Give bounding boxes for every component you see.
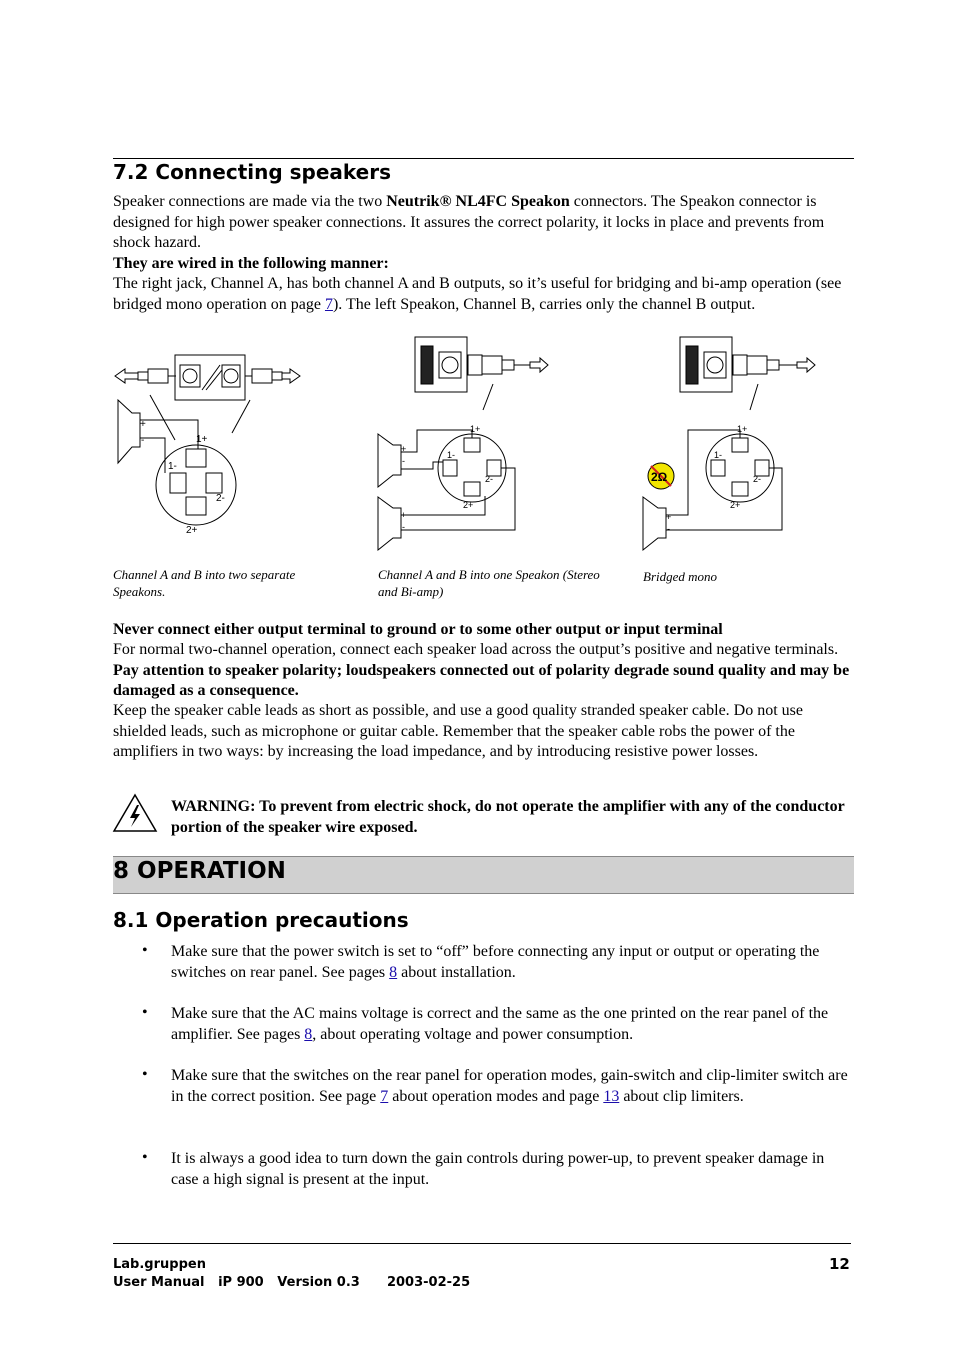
- wiring-text-a: The right jack, Channel A, has both channel A and B outputs, so it’s useful for bridging and bi-amp operation (see bridged mono operation on page: [113, 275, 842, 313]
- bullet-text: Make sure that the AC mains voltage is correct and the same as the one printed on the rear panel of the amplifier. See pages: [171, 1005, 829, 1043]
- polarity-bold: Pay attention to speaker polarity; loudspeakers connected out of polarity degrade sound quality and may be damaged as a consequence.: [113, 661, 850, 699]
- page-link-8[interactable]: 8: [389, 963, 398, 981]
- figure-bridged-mono: [640, 332, 840, 552]
- ohm-badge-text: 2Ω: [651, 470, 668, 484]
- pin-1-minus: 1-: [447, 450, 456, 460]
- wired-heading: They are wired in the following manner:: [113, 255, 389, 272]
- bullet-text: Make sure that the power switch is set to “off” before connecting any input or output or operating the switches on rear panel. See pages: [171, 943, 820, 981]
- figure-two-speakons: [110, 345, 310, 540]
- pin-2-minus: 2-: [485, 474, 494, 484]
- speaker-cone: [643, 497, 666, 550]
- caption-two-speakons: Channel A and B into two separate Speakons.: [113, 567, 296, 599]
- footer-manual-info: User Manual iP 900 Version 0.3 2003-02-25: [113, 1275, 471, 1290]
- intro-text-bold: Neutrik® NL4FC Speakon: [386, 193, 570, 210]
- footer-page-number: 12: [829, 1255, 850, 1273]
- wiring-paragraph: [113, 274, 853, 315]
- lightning-warning-icon: [112, 793, 158, 833]
- bullet-glyph: •: [142, 1066, 148, 1083]
- pin-1-plus: 1+: [196, 434, 208, 445]
- bullet-glyph: •: [142, 1149, 148, 1166]
- speaker-cone: [118, 400, 140, 463]
- footer-rule: [113, 1243, 851, 1244]
- speakon-face: [438, 434, 506, 502]
- spk1-plus: +: [401, 444, 407, 454]
- spk-minus: -: [141, 435, 145, 446]
- caption-bridged-mono: Bridged mono: [643, 569, 718, 584]
- speakon-face: [706, 434, 774, 502]
- spk-minus: -: [667, 524, 670, 534]
- polarity-paragraph: [113, 640, 853, 702]
- bullet-glyph: •: [142, 1004, 148, 1021]
- section-8-title: 8 OPERATION: [113, 858, 286, 884]
- top-rule: [113, 158, 854, 159]
- pin-1-plus: 1+: [737, 424, 748, 434]
- caption-one-speakon: Channel A and B into one Speakon (Stereo and Bi-amp): [378, 567, 600, 599]
- spk-plus: +: [666, 512, 672, 522]
- footer-company: Lab.gruppen: [113, 1257, 206, 1272]
- bullet-rear-switches: [171, 1066, 851, 1107]
- pin-1-minus: 1-: [168, 461, 177, 472]
- pin-2-minus: 2-: [753, 474, 762, 484]
- spk2-minus: -: [402, 522, 405, 532]
- bullet-power-switch: [171, 942, 851, 983]
- page-link-7[interactable]: 7: [380, 1087, 389, 1105]
- bullet-text: about installation.: [397, 963, 516, 981]
- intro-text-a: Speaker connections are made via the two: [113, 193, 387, 210]
- pin-2-minus: 2-: [216, 493, 225, 504]
- pin-1-plus: 1+: [470, 424, 481, 434]
- bullet-ac-mains: [171, 1004, 851, 1045]
- bullet-text: about operation modes and page: [388, 1087, 604, 1105]
- intro-paragraph: [113, 192, 853, 254]
- spk1-minus: -: [402, 456, 405, 466]
- no-2-ohm-icon: [648, 463, 674, 489]
- speaker-cone-1: [378, 434, 401, 487]
- pin-2-plus: 2+: [730, 500, 741, 510]
- pin-2-plus: 2+: [186, 525, 198, 536]
- page-link-13[interactable]: 13: [603, 1087, 620, 1105]
- never-connect-heading: Never connect either output terminal to ground or to some other output or input terminal: [113, 621, 723, 638]
- pin-2-plus: 2+: [463, 500, 474, 510]
- figure-one-speakon-stereo: [375, 332, 575, 552]
- section-7-2-title: 7.2 Connecting speakers: [113, 160, 392, 184]
- bullet-text: , about operating voltage and power consumption.: [312, 1025, 634, 1043]
- spk-plus: +: [140, 419, 146, 430]
- spk2-plus: +: [401, 510, 407, 520]
- bullet-glyph: •: [142, 942, 148, 959]
- cable-paragraph: Keep the speaker cable leads as short as possible, and use a good quality stranded speaker cable. Do not use shielded leads, such as microphone or guitar cable. Remember that the speaker cable robs the power of the amplifiers in two ways: by increasing the load impedance, and by introducing resistive power losses.: [113, 702, 803, 760]
- page-link-8[interactable]: 8: [304, 1025, 313, 1043]
- bullet-text: It is always a good idea to turn down the gain controls during power-up, to prevent speaker damage in case a high signal is present at the input.: [171, 1150, 825, 1188]
- polarity-text: For normal two-channel operation, connect each speaker load across the output’s positive and negative terminals.: [113, 641, 839, 658]
- pin-1-minus: 1-: [714, 450, 723, 460]
- intro-text-b: connectors. The Speakon connector is designed for high power speaker connections. It assures the correct polarity, it locks in place and prevents from shock hazard.: [113, 193, 825, 251]
- bullet-text: Make sure that the switches on the rear panel for operation modes, gain-switch and clip-limiter switch are in the correct position. See page: [171, 1067, 848, 1105]
- shock-warning-text: WARNING: To prevent from electric shock, do not operate the amplifier with any of the conductor portion of the speaker wire exposed.: [171, 798, 845, 836]
- section-8-1-title: 8.1 Operation precautions: [113, 908, 409, 932]
- speaker-cone-2: [378, 497, 401, 550]
- amp-rear-panel: [175, 355, 245, 400]
- bullet-text: about clip limiters.: [619, 1087, 744, 1105]
- page-link-7[interactable]: 7: [324, 295, 333, 313]
- bullet-gain-controls: [171, 1149, 851, 1190]
- wiring-text-b: ). The left Speakon, Channel B, carries only the channel B output.: [332, 295, 756, 313]
- speakon-face: [156, 445, 236, 525]
